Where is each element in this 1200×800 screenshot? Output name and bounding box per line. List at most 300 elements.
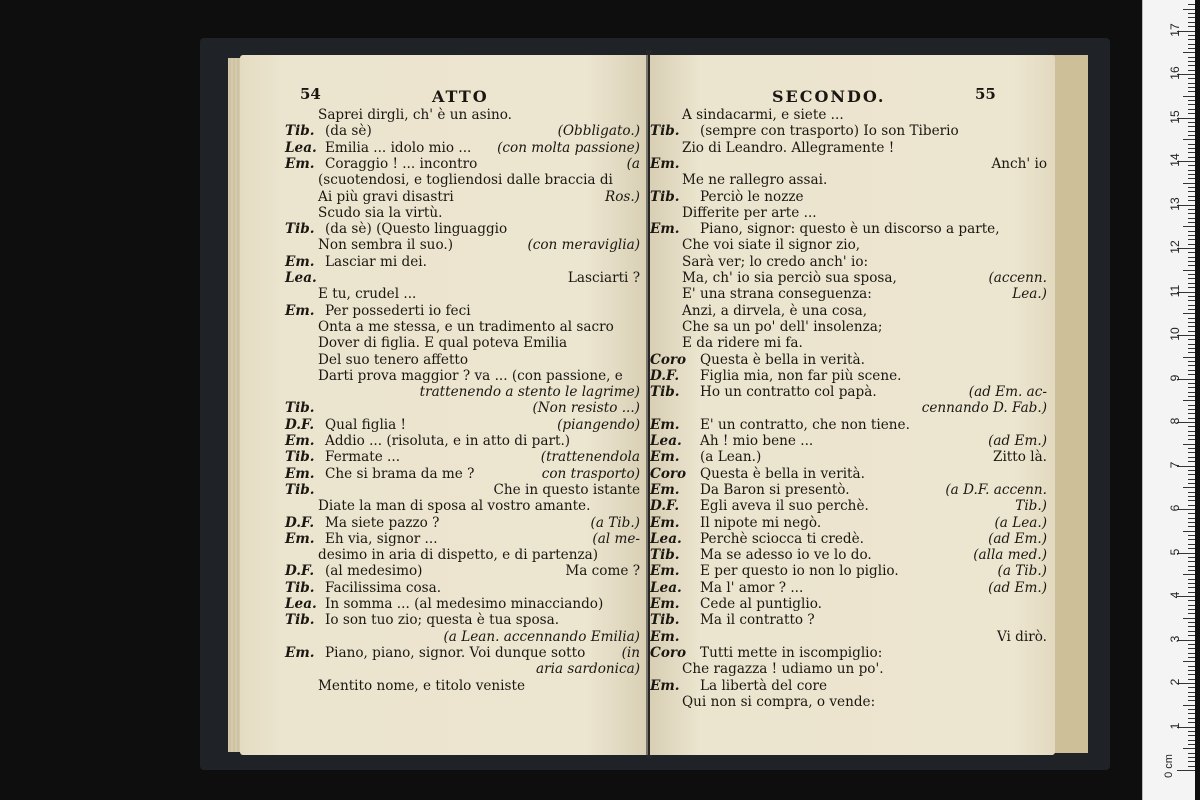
verse-text: Scudo sia la virtù. xyxy=(318,204,443,221)
speaker-label: Em. xyxy=(650,677,680,694)
ruler-tick xyxy=(1188,252,1195,253)
text-line xyxy=(240,384,648,401)
ruler-tick xyxy=(1188,666,1195,667)
ruler-tick xyxy=(1188,39,1195,40)
verse-text: (scuotendosi, e togliendosi dalle braccia di xyxy=(318,172,613,189)
ruler-tick xyxy=(1188,657,1195,658)
ruler-tick xyxy=(1183,9,1195,10)
text-line xyxy=(240,433,648,450)
verse-text: Addio ... (risoluta, e in atto di part.) xyxy=(325,433,571,449)
ruler-number: 3 xyxy=(1168,635,1182,642)
right-aligned-text: cennando D. Fab.) xyxy=(921,400,1047,417)
verse-text: Me ne rallegro assai. xyxy=(682,172,828,189)
speaker-label: Tib. xyxy=(650,188,680,205)
ruler-number: 16 xyxy=(1168,66,1182,80)
verse-text: Saprei dirgli, ch' è un asino. xyxy=(318,107,512,123)
right-aligned-text: (ad Em.) xyxy=(988,579,1047,596)
speaker-label: Tib. xyxy=(650,547,680,564)
verse-text: Che sa un po' dell' insolenza; xyxy=(682,318,883,335)
ruler-tick xyxy=(1188,613,1195,614)
ruler-tick xyxy=(1188,483,1195,484)
speaker-label: Em. xyxy=(650,628,680,645)
ruler-tick xyxy=(1188,692,1195,693)
verse-text: Emilia ... idolo mio ... xyxy=(325,139,472,156)
text-line xyxy=(650,123,1055,140)
ruler-tick xyxy=(1177,770,1195,771)
right-aligned-text: (piangendo) xyxy=(557,416,640,433)
ruler-number: 11 xyxy=(1168,284,1182,297)
right-aligned-text: Anch' io xyxy=(991,155,1047,172)
speaker-label: D.F. xyxy=(285,514,315,531)
ruler-tick xyxy=(1188,566,1195,567)
verse-text: Figlia mia, non far più scene. xyxy=(700,367,902,384)
ruler-tick xyxy=(1188,622,1195,623)
text-line xyxy=(240,237,648,254)
verse-text: desimo in aria di dispetto, e di partenza) xyxy=(318,547,599,564)
ruler-tick xyxy=(1183,487,1195,488)
verse-text: Onta a me stessa, e un tradimento al sacro xyxy=(318,318,614,335)
text-line xyxy=(240,645,648,662)
ruler-tick xyxy=(1188,735,1195,736)
ruler-tick xyxy=(1183,96,1195,97)
ruler-tick xyxy=(1183,661,1195,662)
speaker-label: Tib. xyxy=(650,123,680,140)
ruler-tick xyxy=(1188,474,1195,475)
text-line xyxy=(650,678,1055,695)
right-aligned-text: (ad Em.) xyxy=(988,433,1047,449)
verse-text: Ma siete pazzo ? xyxy=(325,514,440,531)
speaker-label: Coro xyxy=(650,644,687,661)
ruler-tick xyxy=(1188,496,1195,497)
text-line xyxy=(650,270,1055,287)
text-line xyxy=(650,596,1055,613)
ruler-tick xyxy=(1188,587,1195,588)
ruler-tick xyxy=(1188,113,1195,114)
text-line xyxy=(240,172,648,189)
right-aligned-text: (al me- xyxy=(592,530,640,547)
text-line xyxy=(650,189,1055,206)
ruler-number: 8 xyxy=(1168,417,1182,425)
verse-text: Darti prova maggior ? va ... (con passione, e xyxy=(318,367,623,384)
speaker-label: Coro xyxy=(650,351,687,368)
ruler-tick xyxy=(1183,531,1195,532)
ruler-tick xyxy=(1188,122,1195,123)
right-aligned-text: con trasporto) xyxy=(541,465,640,482)
verse-text: Anzi, a dirvela, è una cosa, xyxy=(682,302,868,319)
text-line xyxy=(240,612,648,629)
text-line xyxy=(240,221,648,238)
ruler-tick xyxy=(1188,257,1195,258)
ruler-tick xyxy=(1188,348,1195,349)
right-aligned-text: trattenendo a stento le lagrime) xyxy=(419,384,640,401)
verse-text: E' una strana conseguenza: xyxy=(682,286,872,303)
ruler-unit-label: 0 cm xyxy=(1162,754,1175,778)
speaker-label: Em. xyxy=(285,253,315,270)
right-aligned-text: (accenn. xyxy=(988,270,1047,286)
ruler-tick xyxy=(1188,452,1195,453)
ruler-tick xyxy=(1188,244,1195,245)
speaker-label: Lea. xyxy=(650,530,682,547)
ruler-tick xyxy=(1188,83,1195,84)
ruler-tick xyxy=(1188,522,1195,523)
verse-text: Zio di Leandro. Allegramente ! xyxy=(682,139,895,156)
ruler-tick xyxy=(1188,109,1195,110)
ruler-tick xyxy=(1188,409,1195,410)
ruler-tick xyxy=(1188,709,1195,710)
ruler-tick xyxy=(1188,387,1195,388)
text-line xyxy=(240,368,648,385)
ruler-tick xyxy=(1188,100,1195,101)
verse-text: Cede al puntiglio. xyxy=(700,596,822,612)
running-head-left: ATTO xyxy=(432,87,489,106)
right-aligned-text: Tib.) xyxy=(1015,498,1047,515)
ruler-tick xyxy=(1188,570,1195,571)
text-line xyxy=(650,645,1055,662)
ruler-tick xyxy=(1188,439,1195,440)
verse-text: Diate la man di sposa al vostro amante. xyxy=(318,498,591,515)
ruler-tick xyxy=(1188,326,1195,327)
ruler-tick xyxy=(1188,653,1195,654)
speaker-label: Em. xyxy=(650,514,680,531)
ruler-tick xyxy=(1188,396,1195,397)
ruler-tick xyxy=(1188,218,1195,219)
verse-text: Che ragazza ! udiamo un po'. xyxy=(682,661,884,678)
ruler-tick xyxy=(1188,157,1195,158)
text-line xyxy=(240,547,648,564)
ruler-tick xyxy=(1188,305,1195,306)
verse-text: Del suo tenero affetto xyxy=(318,351,469,368)
ruler-tick xyxy=(1188,535,1195,536)
right-aligned-text: (a Tib.) xyxy=(997,563,1047,580)
ruler-tick xyxy=(1188,331,1195,332)
text-line xyxy=(240,531,648,548)
right-aligned-text: Ros.) xyxy=(604,188,640,205)
text-line xyxy=(650,449,1055,466)
ruler-tick xyxy=(1188,696,1195,697)
right-aligned-text: (alla med.) xyxy=(973,547,1047,564)
ruler-tick xyxy=(1188,740,1195,741)
ruler-tick xyxy=(1183,618,1195,619)
verse-text: A sindacarmi, e siete ... xyxy=(682,107,844,123)
text-line xyxy=(650,612,1055,629)
text-line xyxy=(650,547,1055,564)
ruler-tick xyxy=(1188,457,1195,458)
text-line xyxy=(650,352,1055,369)
verse-text: (da sè) xyxy=(325,123,372,140)
ruler-tick xyxy=(1188,431,1195,432)
text-line xyxy=(650,482,1055,499)
text-line xyxy=(650,237,1055,254)
ruler-number: 4 xyxy=(1168,591,1182,599)
verse-text: La libertà del core xyxy=(700,677,828,694)
verse-text: Questa è bella in verità. xyxy=(700,465,865,482)
ruler-tick xyxy=(1188,152,1195,153)
text-line xyxy=(240,678,648,695)
ruler-tick xyxy=(1183,574,1195,575)
text-line xyxy=(240,107,648,124)
right-aligned-text: aria sardonica) xyxy=(536,661,640,678)
right-aligned-text: (trattenendola xyxy=(540,449,640,466)
verse-text: E per questo io non lo piglio. xyxy=(700,563,899,580)
verse-text: E tu, crudel ... xyxy=(318,286,417,303)
text-line xyxy=(240,156,648,173)
speaker-label: Lea. xyxy=(650,433,682,449)
text-line xyxy=(650,417,1055,434)
speaker-label: Em. xyxy=(650,596,680,612)
ruler-tick xyxy=(1188,361,1195,362)
ruler-tick xyxy=(1188,131,1195,132)
speaker-label: Em. xyxy=(650,155,680,172)
ruler-number: 9 xyxy=(1168,374,1182,381)
ruler-tick xyxy=(1188,513,1195,514)
speaker-label: Lea. xyxy=(285,270,317,286)
ruler-tick xyxy=(1188,461,1195,462)
ruler-tick xyxy=(1188,492,1195,493)
ruler-tick xyxy=(1188,196,1195,197)
page-number-left: 54 xyxy=(300,85,321,103)
speaker-label: Lea. xyxy=(285,139,317,156)
speaker-label: Em. xyxy=(650,221,680,238)
ruler-tick xyxy=(1188,91,1195,92)
verse-text: Mentito nome, e titolo veniste xyxy=(318,677,525,694)
speaker-label: D.F. xyxy=(285,563,315,580)
ruler-tick xyxy=(1188,722,1195,723)
ruler-tick xyxy=(1188,557,1195,558)
ruler-tick xyxy=(1188,126,1195,127)
text-line xyxy=(240,449,648,466)
right-aligned-text: Che in questo istante xyxy=(493,481,640,498)
verse-text: Qui non si compra, o vende: xyxy=(682,693,876,710)
ruler-tick xyxy=(1188,674,1195,675)
ruler-tick xyxy=(1188,265,1195,266)
ruler-tick xyxy=(1188,561,1195,562)
verse-text: Per possederti io feci xyxy=(325,302,471,319)
verse-text: Ma l' amor ? ... xyxy=(700,579,804,596)
right-aligned-text: Lea.) xyxy=(1012,286,1047,303)
text-line xyxy=(650,107,1055,124)
verse-text: Sarà ver; lo credo anch' io: xyxy=(682,253,869,270)
ruler-tick xyxy=(1188,17,1195,18)
verse-text: Ah ! mio bene ... xyxy=(700,433,814,449)
ruler-number: 17 xyxy=(1168,22,1182,37)
ruler-tick xyxy=(1188,544,1195,545)
verse-text: Ma, ch' io sia perciò sua sposa, xyxy=(682,270,897,286)
verse-text: Dover di figlia. E qual poteva Emilia xyxy=(318,335,568,352)
verse-text: (sempre con trasporto) Io son Tiberio xyxy=(700,123,959,140)
verse-text: Il nipote mi negò. xyxy=(700,514,822,531)
ruler-tick xyxy=(1188,344,1195,345)
speaker-label: Em. xyxy=(285,530,315,547)
ruler-tick xyxy=(1188,44,1195,45)
verse-text: (al medesimo) xyxy=(325,563,423,580)
ruler-tick xyxy=(1188,479,1195,480)
text-line xyxy=(240,270,648,287)
text-line xyxy=(240,352,648,369)
text-line xyxy=(240,303,648,320)
text-line xyxy=(240,580,648,597)
ruler-tick xyxy=(1188,300,1195,301)
ruler-tick xyxy=(1188,670,1195,671)
verse-text: Differite per arte ... xyxy=(682,204,817,221)
speaker-label: Em. xyxy=(650,449,680,466)
speaker-label: Lea. xyxy=(650,579,682,596)
text-line xyxy=(240,563,648,580)
ruler-tick xyxy=(1188,57,1195,58)
verse-text: Tutti mette in iscompiglio: xyxy=(700,644,883,661)
ruler-tick xyxy=(1188,287,1195,288)
ruler-tick xyxy=(1188,200,1195,201)
ruler-tick xyxy=(1188,104,1195,105)
text-line xyxy=(650,563,1055,580)
text-line xyxy=(650,140,1055,157)
speaker-label: Em. xyxy=(650,416,680,433)
verse-text: Piano, signor: questo è un discorso a parte, xyxy=(700,221,1000,238)
ruler-tick xyxy=(1188,296,1195,297)
ruler-tick xyxy=(1188,274,1195,275)
ruler-number: 5 xyxy=(1168,548,1182,555)
verse-text: Perciò le nozze xyxy=(700,188,804,205)
ruler-tick xyxy=(1188,318,1195,319)
text-line xyxy=(240,417,648,434)
ruler-tick xyxy=(1188,178,1195,179)
text-line xyxy=(650,286,1055,303)
text-line xyxy=(240,596,648,613)
ruler-tick xyxy=(1188,374,1195,375)
ruler-tick xyxy=(1188,370,1195,371)
text-line xyxy=(650,466,1055,483)
verse-text: E' un contratto, che non tiene. xyxy=(700,416,910,433)
verse-text: E da ridere mi fa. xyxy=(682,335,803,352)
ruler-tick xyxy=(1188,209,1195,210)
verse-text: Questa è bella in verità. xyxy=(700,351,865,368)
ruler-tick xyxy=(1188,239,1195,240)
verse-text: Lasciar mi dei. xyxy=(325,253,427,270)
ruler-tick xyxy=(1183,52,1195,53)
speaker-label: Tib. xyxy=(650,384,680,401)
text-line xyxy=(240,482,648,499)
speaker-label: Tib. xyxy=(285,579,315,596)
right-aligned-text: (ad Em. ac- xyxy=(968,384,1047,401)
ruler-tick xyxy=(1183,357,1195,358)
text-line xyxy=(240,189,648,206)
page-edges-right xyxy=(1052,55,1088,753)
ruler-number: 10 xyxy=(1168,327,1182,341)
ruler-tick xyxy=(1188,426,1195,427)
speaker-label: Em. xyxy=(285,465,315,482)
ruler-tick xyxy=(1188,435,1195,436)
verse-text: Egli aveva il suo perchè. xyxy=(700,498,869,515)
ruler-tick xyxy=(1188,518,1195,519)
right-aligned-text: (in xyxy=(621,644,640,661)
verse-text: Perchè sciocca ti credè. xyxy=(700,530,864,547)
ruler-tick xyxy=(1188,713,1195,714)
ruler-tick xyxy=(1188,405,1195,406)
ruler-tick xyxy=(1183,444,1195,445)
right-aligned-text: (a Tib.) xyxy=(590,514,640,531)
ruler-tick xyxy=(1188,322,1195,323)
page-number-right: 55 xyxy=(975,85,996,103)
text-line xyxy=(650,531,1055,548)
ruler-tick xyxy=(1188,744,1195,745)
ruler-tick xyxy=(1183,313,1195,314)
text-line xyxy=(240,515,648,532)
text-line xyxy=(650,172,1055,189)
ruler-tick xyxy=(1188,383,1195,384)
ruler-tick xyxy=(1188,609,1195,610)
verse-text: Che voi siate il signor zio, xyxy=(682,237,861,254)
ruler-tick xyxy=(1188,592,1195,593)
verse-text: Qual figlia ! xyxy=(325,416,407,433)
ruler-tick xyxy=(1188,392,1195,393)
ruler-tick xyxy=(1188,579,1195,580)
speaker-label: D.F. xyxy=(650,367,680,384)
ruler-tick xyxy=(1188,70,1195,71)
ruler-tick xyxy=(1188,222,1195,223)
verse-text: Ma se adesso io ve lo do. xyxy=(700,547,872,564)
left-page xyxy=(240,55,648,755)
right-aligned-text: (con meraviglia) xyxy=(527,237,640,254)
text-line xyxy=(650,661,1055,678)
ruler-tick xyxy=(1188,500,1195,501)
ruler-tick xyxy=(1188,187,1195,188)
ruler-tick xyxy=(1188,261,1195,262)
speaker-label: Lea. xyxy=(285,596,317,612)
ruler-tick xyxy=(1188,13,1195,14)
verse-text: Facilissima cosa. xyxy=(325,579,442,596)
speaker-label: Tib. xyxy=(285,481,315,498)
verse-text: Ma il contratto ? xyxy=(700,612,815,629)
text-line xyxy=(240,629,648,646)
speaker-label: Tib. xyxy=(285,123,315,140)
text-line xyxy=(240,140,648,157)
ruler-tick xyxy=(1188,766,1195,767)
speaker-label: Em. xyxy=(285,155,315,172)
ruler-tick xyxy=(1188,526,1195,527)
speaker-label: Tib. xyxy=(650,612,680,629)
verse-text: Piano, piano, signor. Voi dunque sotto xyxy=(325,644,586,661)
ruler-tick xyxy=(1188,148,1195,149)
ruler-tick xyxy=(1183,400,1195,401)
text-line xyxy=(240,498,648,515)
ruler-tick xyxy=(1188,626,1195,627)
ruler-tick xyxy=(1188,539,1195,540)
verse-text: Io son tuo zio; questa è tua sposa. xyxy=(325,612,560,629)
speaker-label: D.F. xyxy=(650,498,680,515)
speaker-label: D.F. xyxy=(285,416,315,433)
right-aligned-text: Lasciarti ? xyxy=(567,270,640,286)
ruler-number: 6 xyxy=(1168,504,1182,512)
right-aligned-text: Zitto là. xyxy=(993,449,1047,466)
ruler-number: 12 xyxy=(1168,240,1182,254)
running-head-right: SECONDO. xyxy=(772,87,886,106)
ruler-tick xyxy=(1188,505,1195,506)
ruler-number: 14 xyxy=(1168,153,1182,167)
right-aligned-text: Ma come ? xyxy=(565,563,640,580)
speaker-label: Tib. xyxy=(285,400,315,417)
ruler-tick xyxy=(1188,235,1195,236)
ruler-number: 13 xyxy=(1168,196,1182,211)
ruler-tick xyxy=(1188,170,1195,171)
text-line xyxy=(650,335,1055,352)
right-aligned-text: (Non resisto ...) xyxy=(532,400,640,417)
ruler-tick xyxy=(1188,365,1195,366)
verse-text: (a Lean.) xyxy=(700,449,762,466)
speaker-label: Tib. xyxy=(285,612,315,629)
ruler-tick xyxy=(1188,309,1195,310)
text-line xyxy=(240,254,648,271)
ruler-tick xyxy=(1188,605,1195,606)
ruler-tick xyxy=(1188,635,1195,636)
